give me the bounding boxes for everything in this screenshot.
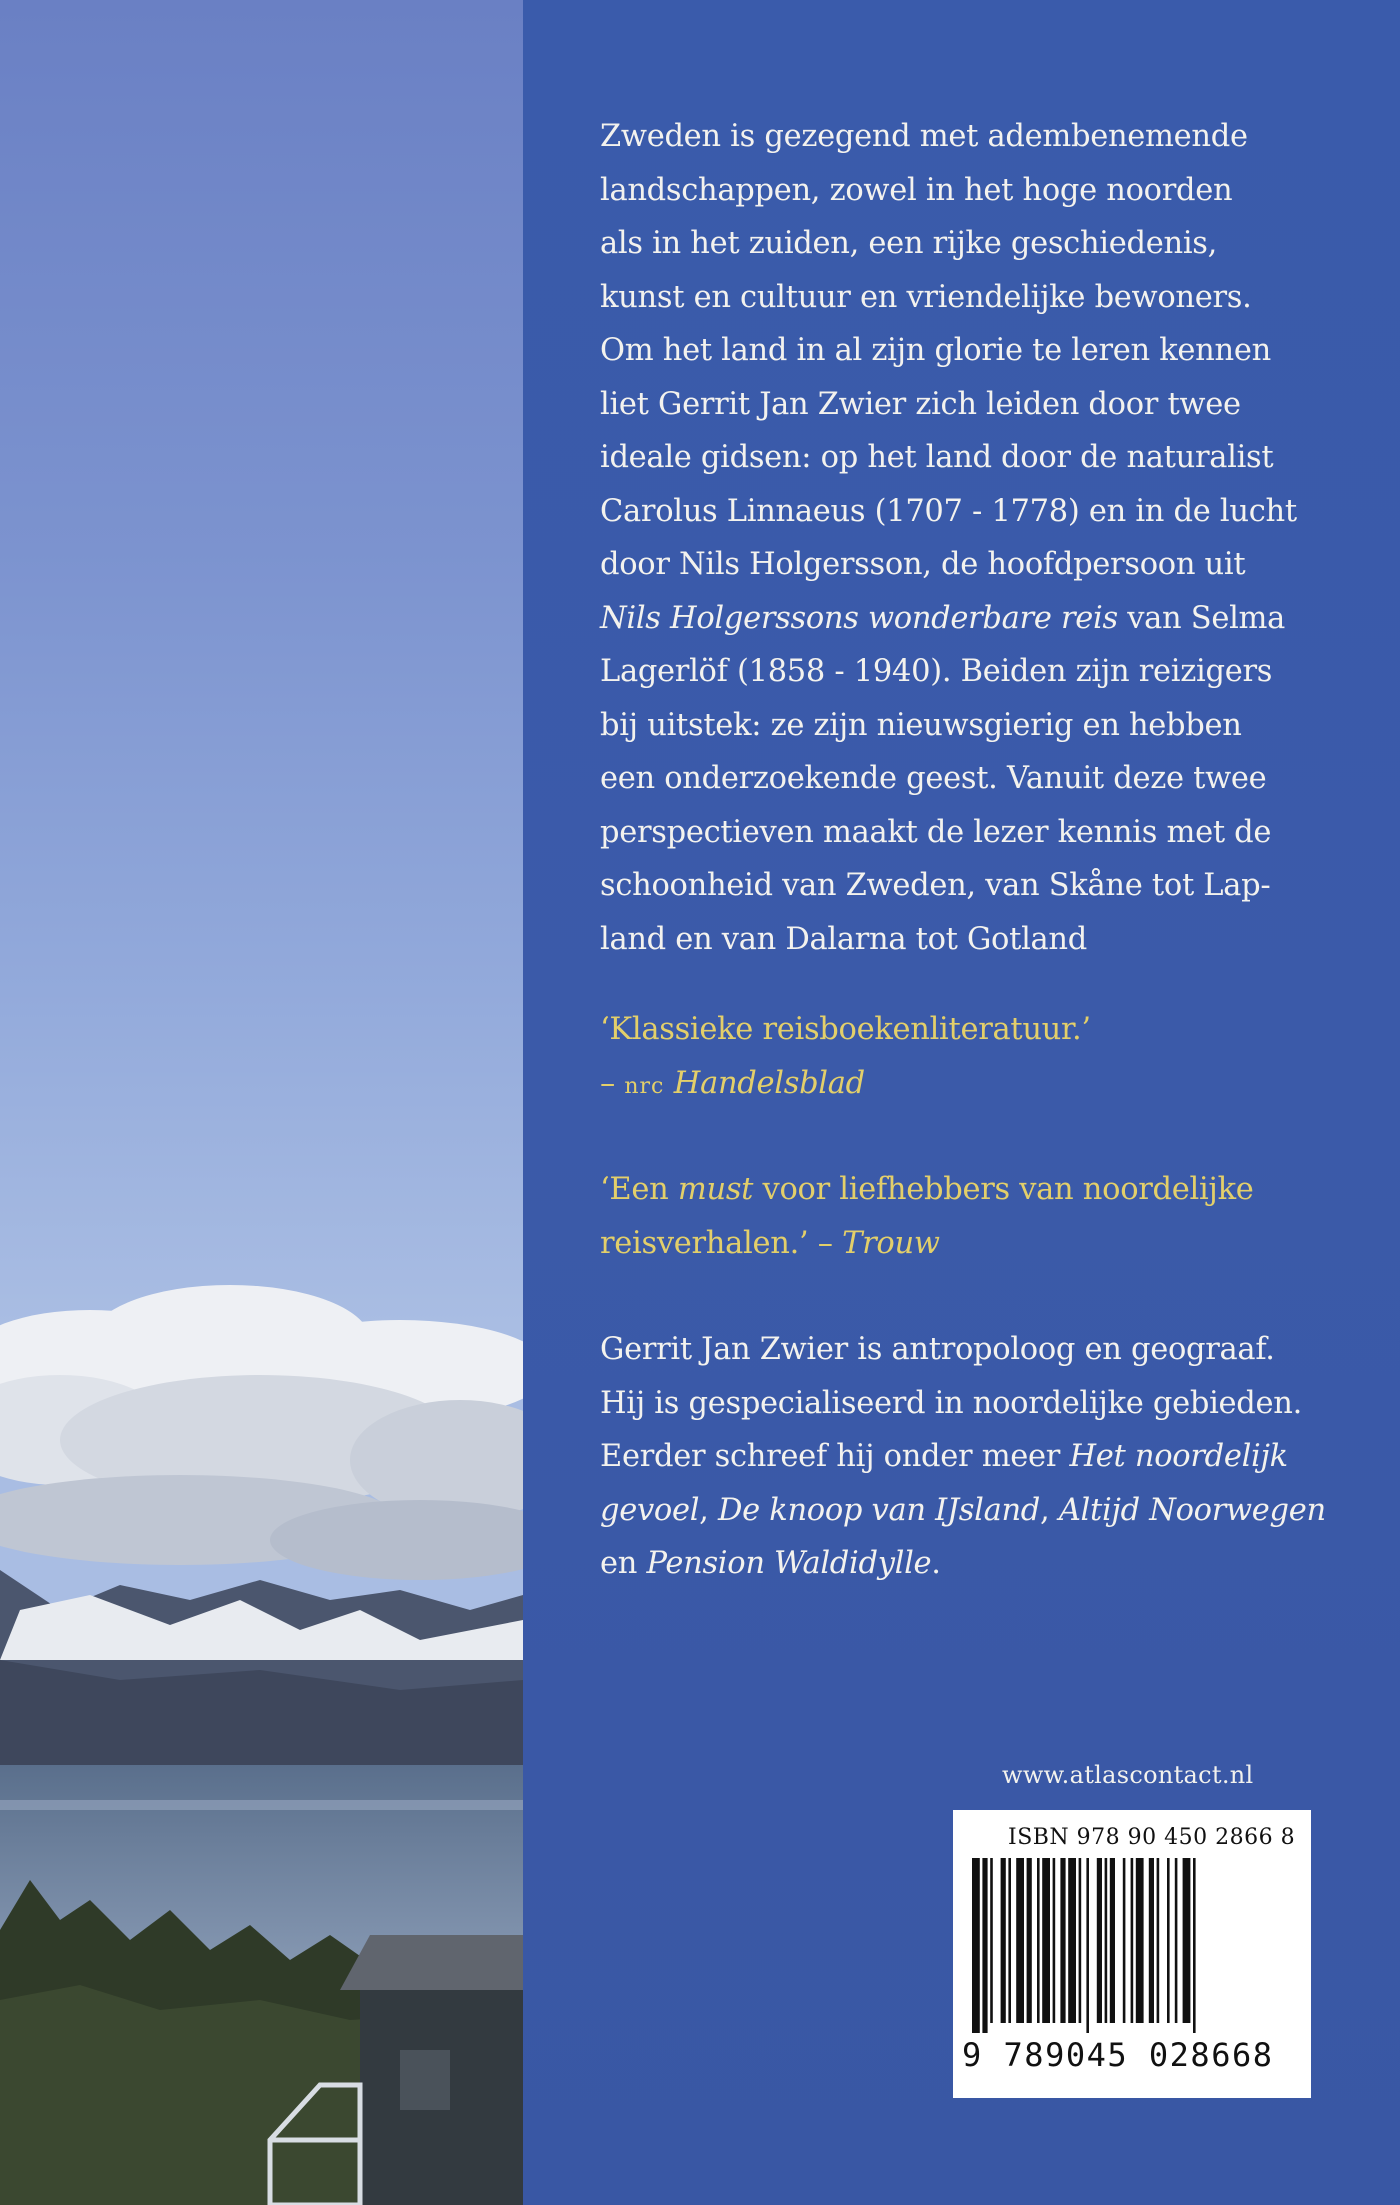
isbn-label: ISBN 978 90 450 2866 8 xyxy=(1008,1825,1296,1850)
book-title-italic: Nils Holgerssons wonderbare reis xyxy=(600,600,1118,636)
description-line: liet Gerrit Jan Zwier zich leiden door twee xyxy=(600,386,1241,422)
description-line: landschappen, zowel in het hoge noorden xyxy=(600,172,1233,208)
clouds xyxy=(0,1285,523,1580)
description-line: kunst en cultuur en vriendelijke bewoners. xyxy=(600,279,1252,315)
description-line: als in het zuiden, een rijke geschiedenis, xyxy=(600,226,1218,261)
review-quote-2 xyxy=(600,1163,1360,1270)
description-line: bij uitstek: ze zijn nieuwsgierig en hebben xyxy=(600,707,1242,743)
landscape-photo xyxy=(0,0,523,2205)
description-line: Carolus Linnaeus (1707 - 1778) en in de lucht xyxy=(600,493,1297,529)
quote-text: ‘Een must voor liefhebbers van noordelijke xyxy=(600,1172,1254,1207)
description-line: ideale gidsen: op het land door de naturalist xyxy=(600,440,1274,475)
barcode-icon xyxy=(968,1858,1268,2033)
description-line: Lagerlöf (1858 - 1940). Beiden zijn reizigers xyxy=(600,654,1273,689)
book-description xyxy=(600,110,1360,966)
quote-source: – nrc Handelsblad xyxy=(600,1065,865,1101)
description-line: een onderzoekende geest. Vanuit deze twee xyxy=(600,761,1267,796)
bio-line: Gerrit Jan Zwier is antropoloog en geograaf. xyxy=(600,1332,1275,1367)
review-quote-1 xyxy=(600,1003,1360,1110)
cover-photo xyxy=(0,0,523,2205)
bio-line: gevoel, De knoop van IJsland, Altijd Noorwegen xyxy=(600,1492,1326,1528)
description-line: Nils Holgerssons wonderbare reis van Selma xyxy=(600,600,1286,636)
description-line: perspectieven maakt de lezer kennis met de xyxy=(600,814,1272,850)
author-bio xyxy=(600,1323,1360,1591)
bio-line: Eerder schreef hij onder meer Het noordelijk xyxy=(600,1439,1288,1474)
description-line: schoonheid van Zweden, van Skåne tot Lap- xyxy=(600,868,1271,903)
publisher-url[interactable]: www.atlascontact.nl xyxy=(1002,1761,1254,1789)
quote-source: reisverhalen.’ – Trouw xyxy=(600,1225,940,1261)
quote-text: ‘Klassieke reisboekenliteratuur.’ xyxy=(600,1012,1091,1047)
cabin-roof xyxy=(340,1935,523,1990)
barcode-digits: 9 789045 028668 xyxy=(962,2036,1274,2074)
description-line: door Nils Holgersson, de hoofdpersoon uit xyxy=(600,547,1246,582)
description-line: Zweden is gezegend met adembenemende xyxy=(600,119,1248,154)
description-line: Om het land in al zijn glorie te leren kennen xyxy=(600,333,1271,368)
description-line: land en van Dalarna tot Gotland xyxy=(600,921,1087,957)
bio-line: en Pension Waldidylle. xyxy=(600,1546,941,1581)
bio-line: Hij is gespecialiseerd in noordelijke gebieden. xyxy=(600,1385,1303,1421)
